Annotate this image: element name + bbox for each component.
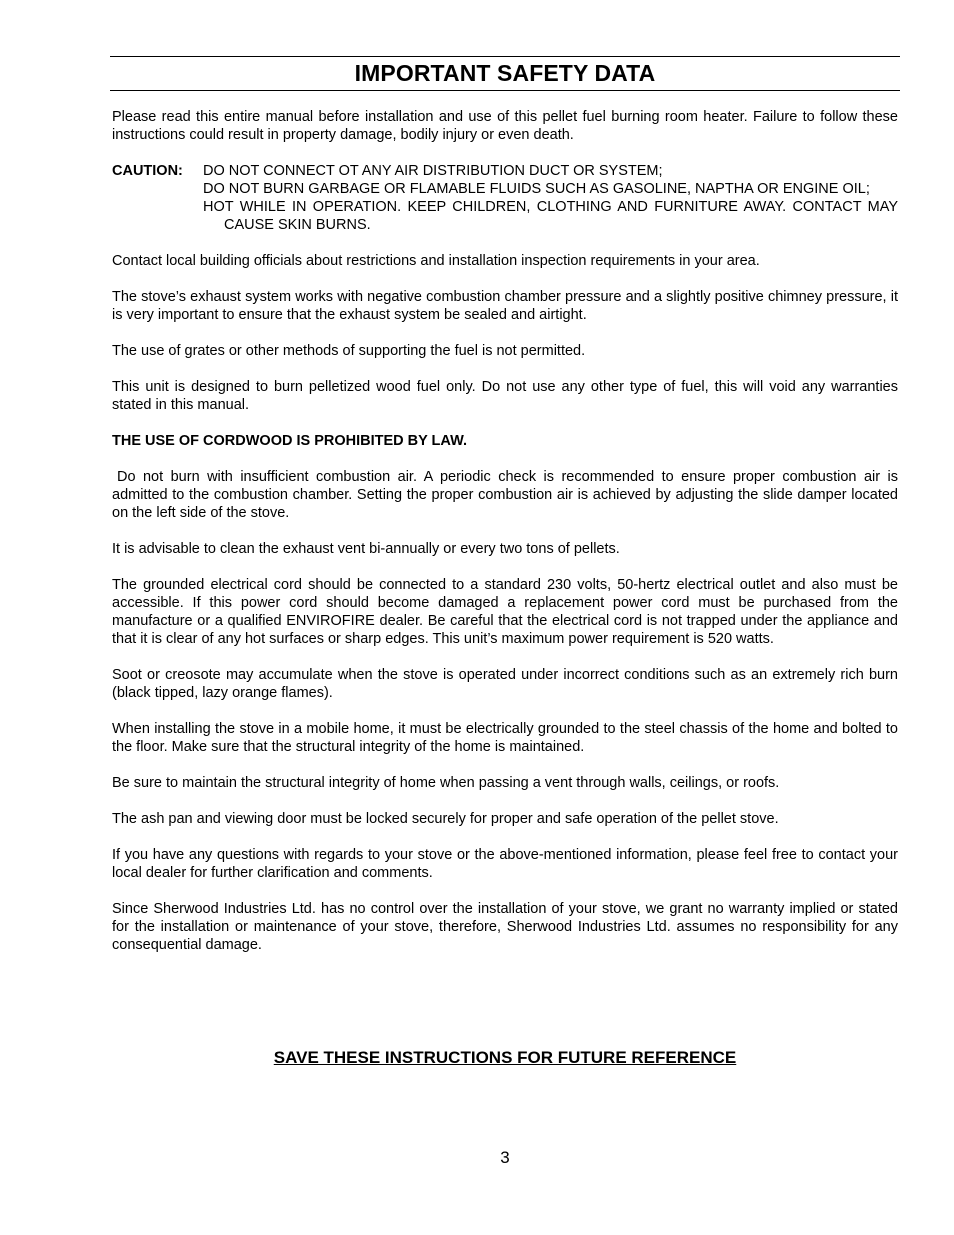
paragraph-ash-pan: The ash pan and viewing door must be locked securely for proper and safe operation of the pellet stove. [112,811,779,827]
paragraph-combustion-air: Do not burn with insufficient combustion air. A periodic check is recommended to ensure proper combustion air is admitted to the combustion chamber. Setting the proper combustion air is achieved by adjusting the slide damper located on the left side of the stove. [112,469,898,521]
paragraph-fuel-type: This unit is designed to burn pelletized wood fuel only. Do not use any other type of fuel, this will void any warranties stated in this manual. [112,379,898,413]
paragraph-electrical-cord: The grounded electrical cord should be connected to a standard 230 volts, 50-hertz electrical outlet and also must be accessible. If this power cord should become damaged a replacement power cord must be purchased from the manufacture or a qualified ENVIROFIRE dealer. Be careful that the electrical cord is not trapped under the appliance and that it is clear of any hot surfaces or sharp edges. This unit’s maximum power requirement is 520 watts. [112,577,898,647]
paragraph-exhaust-system: The stove’s exhaust system works with negative combustion chamber pressure and a slightly positive chimney pressure, it is very important to ensure that the exhaust system be sealed and airtight. [112,289,898,323]
intro-paragraph: Please read this entire manual before installation and use of this pellet fuel burning room heater. Failure to follow these instructions could result in property damage, bodily injury or even death. [112,109,898,143]
save-instructions-notice: SAVE THESE INSTRUCTIONS FOR FUTURE REFERENCE [273,1048,737,1067]
caution-block [112,162,898,234]
caution-item: DO NOT CONNECT OT ANY AIR DISTRIBUTION DUCT OR SYSTEM; [203,163,663,179]
caution-item: HOT WHILE IN OPERATION. KEEP CHILDREN, CLOTHING AND FURNITURE AWAY. CONTACT MAY CAUSE SKIN BURNS. [203,199,898,233]
paragraph-grates: The use of grates or other methods of supporting the fuel is not permitted. [112,343,586,359]
paragraph-vent-cleaning: It is advisable to clean the exhaust vent bi-annually or every two tons of pellets. [112,541,620,557]
paragraph-building-officials: Contact local building officials about restrictions and installation inspection requirements in your area. [112,253,760,269]
page-title: IMPORTANT SAFETY DATA [354,60,656,86]
paragraph-soot-creosote: Soot or creosote may accumulate when the stove is operated under incorrect conditions such as an extremely rich burn (black tipped, lazy orange flames). [112,667,898,701]
paragraph-warranty-disclaimer: Since Sherwood Industries Ltd. has no control over the installation of your stove, we grant no warranty implied or stated for the installation or maintenance of your stove, therefore, Sherwood Industries Ltd. assumes no responsibility for any consequential damage. [112,901,898,953]
caution-list [203,162,898,234]
caution-item: DO NOT BURN GARBAGE OR FLAMABLE FLUIDS SUCH AS GASOLINE, NAPTHA OR ENGINE OIL; [203,181,870,197]
paragraph-questions: If you have any questions with regards to your stove or the above-mentioned information, please feel free to contact your local dealer for further clarification and comments. [112,847,898,881]
caution-label: CAUTION: [112,163,183,179]
safety-content [112,108,898,972]
paragraph-mobile-home: When installing the stove in a mobile home, it must be electrically grounded to the steel chassis of the home and bolted to the floor. Make sure that the structural integrity of the home is maintained. [112,721,898,755]
paragraph-structural-integrity: Be sure to maintain the structural integrity of home when passing a vent through walls, ceilings, or roofs. [112,775,780,791]
title-rule-block [110,56,900,91]
page-number: 3 [500,1148,510,1167]
paragraph-cordwood-warning: THE USE OF CORDWOOD IS PROHIBITED BY LAW. [112,433,468,449]
